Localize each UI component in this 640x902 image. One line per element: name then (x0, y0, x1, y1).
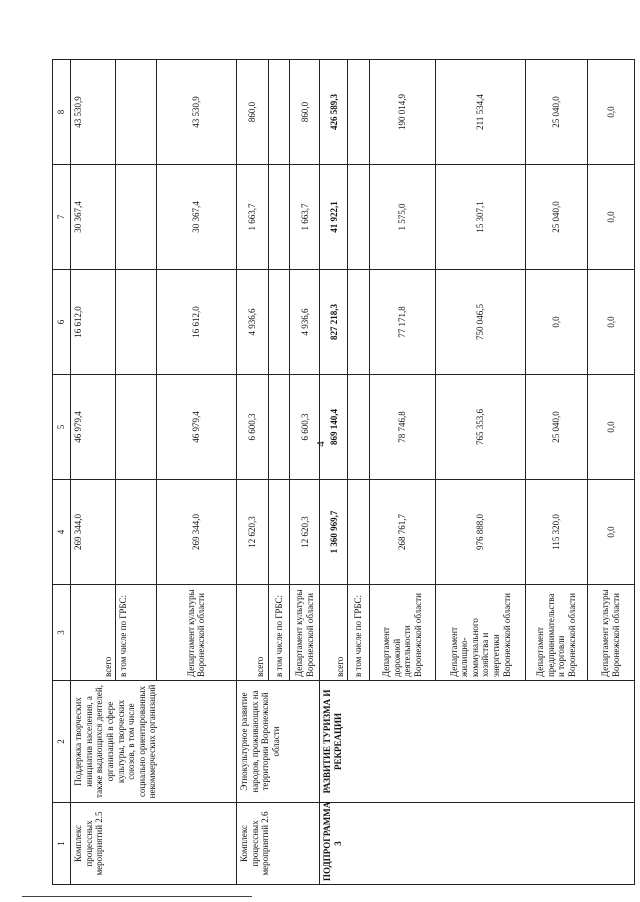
section-title: РАЗВИТИЕ ТУРИЗМА И РЕКРЕАЦИИ (320, 681, 635, 803)
cell-value: 1 360 969,7 (320, 480, 348, 585)
row-label: Департамент жилищно-коммунального хозяйства и энергетики Воронежской области (435, 585, 525, 681)
col-header: 6 (53, 270, 71, 375)
cell-value: 750 046,5 (435, 270, 525, 375)
row-label: Департамент культуры Воронежской области (587, 585, 634, 681)
cell-value: 765 353,6 (435, 375, 525, 480)
cell-value: 77 171,8 (369, 270, 435, 375)
row-label: Департамент культуры Воронежской области (156, 585, 236, 681)
col-header: 1 (53, 803, 71, 885)
cell-value: 43 530,9 (71, 60, 116, 165)
row-label: в том числе по ГРБС: (348, 585, 369, 681)
cell-value: 12 620,3 (236, 480, 268, 585)
cell-value: 827 218,3 (320, 270, 348, 375)
row-label: Департамент культуры Воронежской области (290, 585, 320, 681)
section-title: Поддержка творческих инициатив населения, а также выдающихся деятелей, организаций в сфере культуры, творческих союзов, в том числе социально ориентированных некоммерческих организаций (71, 681, 237, 803)
section-code: Комплекс процессных мероприятий 2.6 (236, 803, 319, 885)
cell-value: 16 612,0 (156, 270, 236, 375)
cell-value: 43 530,9 (156, 60, 236, 165)
cell-value: 0,0 (587, 165, 634, 270)
cell-value: 190 014,9 (369, 60, 435, 165)
cell-value: 0,0 (587, 270, 634, 375)
row-label: всего (320, 585, 348, 681)
col-header: 2 (53, 681, 71, 803)
cell-value: 41 922,1 (320, 165, 348, 270)
cell-value (116, 60, 157, 165)
section-title: Этнокультурное развитие народов, проживающих на территории Воронежской области (236, 681, 319, 803)
cell-value: 869 140,4 (320, 375, 348, 480)
cell-value (348, 60, 369, 165)
cell-value: 426 589,3 (320, 60, 348, 165)
table-row (236, 60, 268, 885)
cell-value (269, 60, 290, 165)
row-label: Департамент дорожной деятельности Воронежской области (369, 585, 435, 681)
cell-value: 0,0 (587, 480, 634, 585)
section-code: Комплекс процессных мероприятий 2.5 (71, 803, 237, 885)
cell-value (348, 480, 369, 585)
cell-value: 30 367,4 (71, 165, 116, 270)
footer-divider (22, 896, 252, 897)
cell-value: 211 534,4 (435, 60, 525, 165)
row-label: Департамент предпринимательства и торговли Воронежской области (525, 585, 587, 681)
budget-table (52, 59, 635, 885)
cell-value (116, 375, 157, 480)
cell-value: 4 936,6 (290, 270, 320, 375)
section-code: ПОДПРОГРАММА 3 (320, 803, 635, 885)
cell-value: 860,0 (290, 60, 320, 165)
cell-value: 0,0 (587, 375, 634, 480)
cell-value (348, 165, 369, 270)
cell-value: 25 040,0 (525, 375, 587, 480)
cell-value: 1 575,0 (369, 165, 435, 270)
cell-value: 25 040,0 (525, 60, 587, 165)
cell-value: 269 344,0 (71, 480, 116, 585)
cell-value: 46 979,4 (156, 375, 236, 480)
cell-value: 268 761,7 (369, 480, 435, 585)
cell-value (269, 375, 290, 480)
cell-value: 6 600,3 (236, 375, 268, 480)
rotated-table-container (52, 60, 635, 885)
cell-value: 12 620,3 (290, 480, 320, 585)
col-header: 5 (53, 375, 71, 480)
cell-value: 16 612,0 (71, 270, 116, 375)
cell-value: 0,0 (525, 270, 587, 375)
cell-value (116, 165, 157, 270)
cell-value (269, 480, 290, 585)
cell-value: 78 746,8 (369, 375, 435, 480)
row-label: всего (236, 585, 268, 681)
cell-value: 15 307,1 (435, 165, 525, 270)
table-row (71, 60, 116, 885)
cell-value (269, 270, 290, 375)
cell-value: 30 367,4 (156, 165, 236, 270)
row-label: в том числе по ГРБС: (116, 585, 157, 681)
row-label: всего (71, 585, 116, 681)
cell-value: 46 979,4 (71, 375, 116, 480)
col-header: 8 (53, 60, 71, 165)
row-label: в том числе по ГРБС: (269, 585, 290, 681)
cell-value: 269 344,0 (156, 480, 236, 585)
cell-value: 25 040,0 (525, 165, 587, 270)
page-number: 4 (314, 441, 327, 447)
column-number-row (53, 60, 71, 885)
col-header: 7 (53, 165, 71, 270)
cell-value: 1 663,7 (290, 165, 320, 270)
cell-value (348, 270, 369, 375)
cell-value: 1 663,7 (236, 165, 268, 270)
col-header: 3 (53, 585, 71, 681)
cell-value (348, 375, 369, 480)
cell-value: 860,0 (236, 60, 268, 165)
cell-value (116, 480, 157, 585)
cell-value (269, 165, 290, 270)
cell-value: 0,0 (587, 60, 634, 165)
cell-value (116, 270, 157, 375)
table-row (320, 60, 348, 885)
cell-value: 115 320,0 (525, 480, 587, 585)
cell-value: 976 888,0 (435, 480, 525, 585)
col-header: 4 (53, 480, 71, 585)
cell-value: 6 600,3 (290, 375, 320, 480)
cell-value: 4 936,6 (236, 270, 268, 375)
